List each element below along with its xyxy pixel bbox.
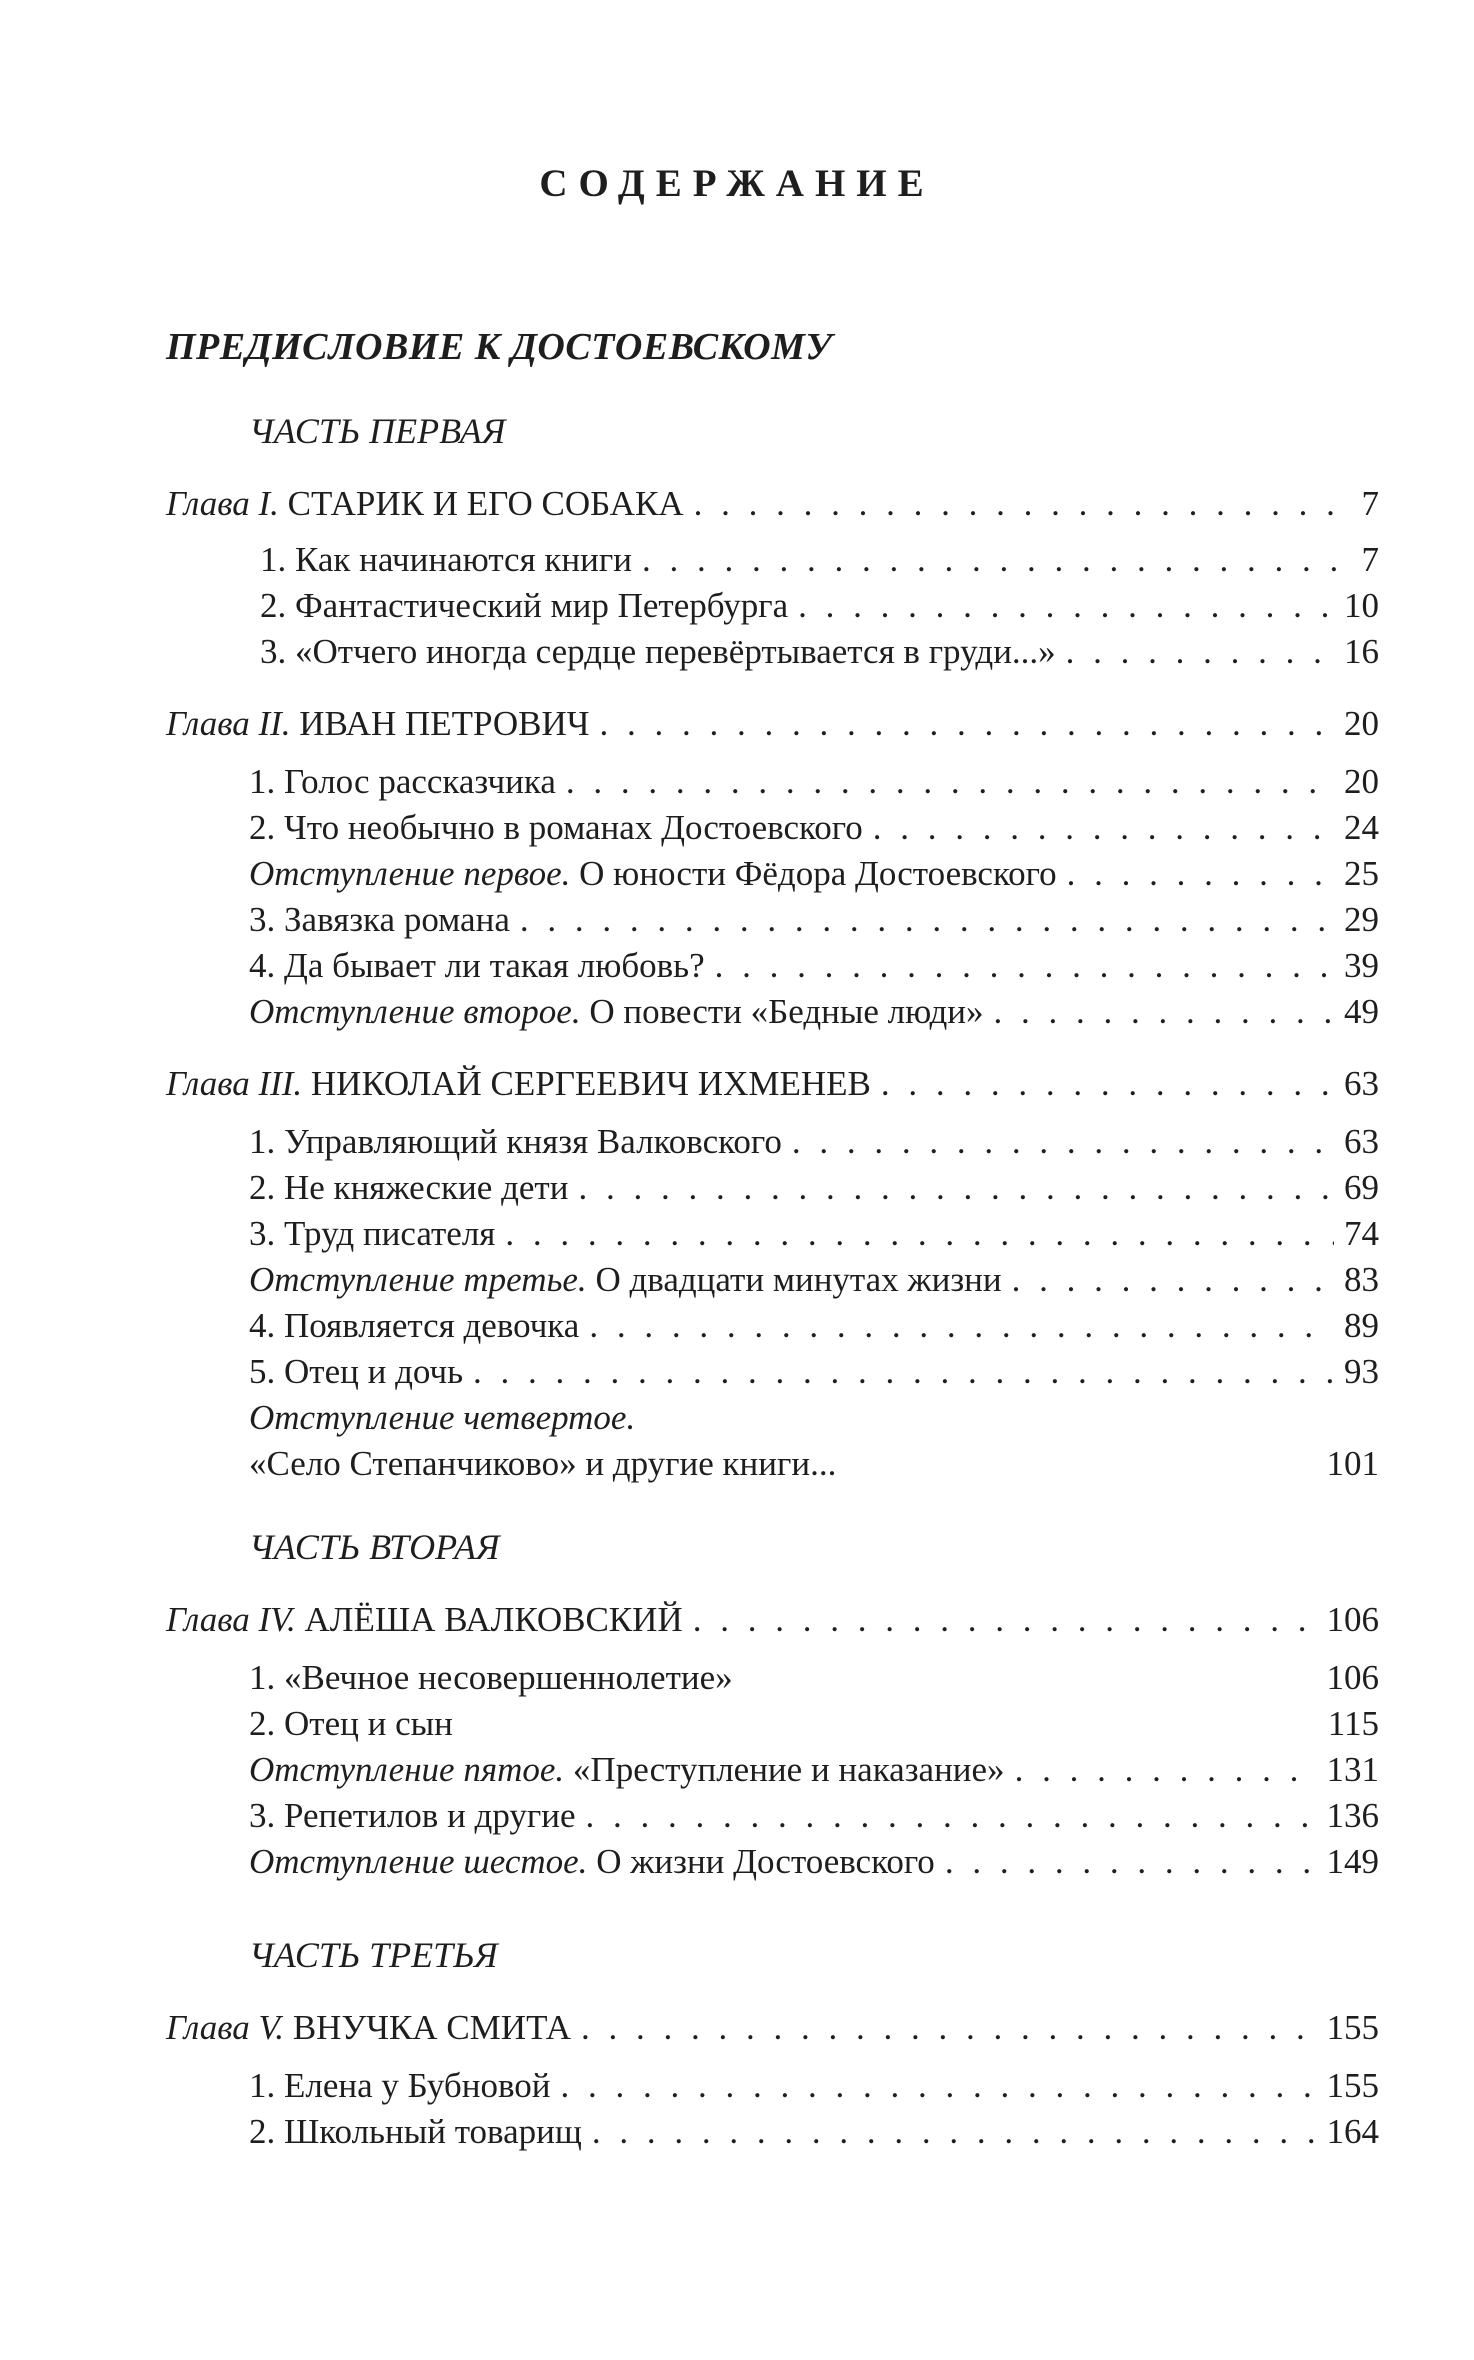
chapter-prefix: Глава III. — [166, 1064, 303, 1103]
dot-leader — [1012, 1258, 1334, 1302]
dot-leader — [693, 1598, 1317, 1642]
toc-section[interactable] — [249, 1702, 1379, 1746]
dot-leader — [600, 702, 1334, 746]
toc-section[interactable] — [260, 630, 1379, 674]
dot-leader — [520, 898, 1334, 942]
dot-leader — [945, 1840, 1317, 1884]
page-number: 20 — [1344, 762, 1379, 801]
toc-section[interactable] — [260, 538, 1379, 582]
section-title: 3. Репетилов и другие — [249, 1796, 576, 1835]
toc-chapter-2[interactable] — [166, 702, 1379, 746]
page-number: 69 — [1344, 1168, 1379, 1207]
dot-leader — [578, 1166, 1334, 1210]
chapter-title: НИКОЛАЙ СЕРГЕЕВИЧ ИХМЕНЕВ — [310, 1064, 871, 1103]
toc-digression[interactable] — [249, 990, 1379, 1034]
section-title: 4. Да бывает ли такая любовь? — [249, 946, 705, 985]
chapter-title: ИВАН ПЕТРОВИЧ — [299, 704, 590, 743]
page-number: 149 — [1326, 1842, 1379, 1881]
page-number: 164 — [1326, 2112, 1379, 2151]
chapter-title: ВНУЧКА СМИТА — [292, 2008, 571, 2047]
toc-section[interactable] — [249, 2110, 1379, 2154]
chapter-prefix: Глава II. — [166, 704, 291, 743]
page-number: 115 — [1327, 1704, 1379, 1743]
digression-title: О жизни Достоевского — [596, 1842, 935, 1881]
page-number: 106 — [1326, 1658, 1379, 1697]
dot-leader — [1066, 630, 1334, 674]
dot-leader — [566, 760, 1334, 804]
page-number: 25 — [1344, 854, 1379, 893]
section-title: 3. Завязка романа — [249, 900, 510, 939]
toc-section[interactable] — [249, 806, 1379, 850]
page-number: 16 — [1344, 632, 1379, 671]
dot-leader — [694, 482, 1352, 526]
chapter-prefix: Глава V. — [166, 2008, 285, 2047]
dot-leader — [1015, 1748, 1317, 1792]
page-number: 106 — [1326, 1600, 1379, 1639]
page-number: 49 — [1344, 992, 1379, 1031]
dot-leader — [581, 2006, 1317, 2050]
digression-title: О повести «Бедные люди» — [589, 992, 984, 1031]
page-number: 136 — [1326, 1796, 1379, 1835]
toc-digression[interactable] — [249, 1840, 1379, 1884]
toc-chapter-3[interactable] — [166, 1062, 1379, 1106]
toc-section[interactable] — [249, 760, 1379, 804]
chapter-title: АЛЁША ВАЛКОВСКИЙ — [304, 1600, 683, 1639]
section-title: 2. Школьный товарищ — [249, 2112, 582, 2151]
dot-leader — [586, 1794, 1317, 1838]
part-1-heading: ЧАСТЬ ПЕРВАЯ — [249, 411, 506, 451]
toc-chapter-5[interactable] — [166, 2006, 1379, 2050]
page-number: 63 — [1344, 1064, 1379, 1103]
toc-digression[interactable] — [249, 1748, 1379, 1792]
section-title: 2. Фантастический мир Петербурга — [260, 586, 789, 625]
digression-title: «Село Степанчиково» и другие книги... — [249, 1444, 837, 1483]
digression-title: О двадцати минутах жизни — [595, 1260, 1002, 1299]
toc-section[interactable] — [260, 584, 1379, 628]
page-number: 155 — [1326, 2008, 1379, 2047]
page-number: 10 — [1344, 586, 1379, 625]
toc-section[interactable] — [249, 1794, 1379, 1838]
dot-leader — [715, 944, 1334, 988]
dot-leader — [881, 1062, 1334, 1106]
dot-leader — [792, 1120, 1334, 1164]
toc-chapter-4[interactable] — [166, 1598, 1379, 1642]
toc-section[interactable] — [249, 1304, 1379, 1348]
section-title: 3. Труд писателя — [249, 1214, 496, 1253]
page-number: 74 — [1344, 1214, 1379, 1253]
toc-title: СОДЕРЖАНИЕ — [539, 162, 935, 205]
page-number: 7 — [1361, 540, 1379, 579]
digression-prefix: Отступление шестое. — [249, 1842, 588, 1881]
digression-prefix: Отступление пятое. — [249, 1750, 565, 1789]
toc-section[interactable] — [249, 1656, 1379, 1700]
digression-prefix: Отступление третье. — [249, 1260, 587, 1299]
dot-leader — [560, 2064, 1316, 2108]
chapter-prefix: Глава IV. — [166, 1600, 296, 1639]
section-title: 3. «Отчего иногда сердце перевёртывается в груди...» — [260, 632, 1056, 671]
chapter-prefix: Глава I. — [166, 484, 279, 523]
section-title: 4. Появляется девочка — [249, 1306, 580, 1345]
page-number: 39 — [1344, 946, 1379, 985]
toc-section[interactable] — [249, 898, 1379, 942]
dot-leader — [473, 1350, 1334, 1394]
toc-digression[interactable] — [249, 1442, 1379, 1486]
section-title: 2. Не княжеские дети — [249, 1168, 569, 1207]
section-title: 1. Елена у Бубновой — [249, 2066, 551, 2105]
section-title: 1. Как начинаются книги — [260, 540, 632, 579]
part-3-heading: ЧАСТЬ ТРЕТЬЯ — [249, 1935, 498, 1975]
toc-section[interactable] — [249, 2064, 1379, 2108]
digression-prefix: Отступление первое. — [249, 854, 571, 893]
dot-leader — [642, 538, 1352, 582]
page-number: 20 — [1344, 704, 1379, 743]
toc-digression[interactable] — [249, 852, 1379, 896]
toc-section[interactable] — [249, 1212, 1379, 1256]
page-number: 83 — [1344, 1260, 1379, 1299]
page-number: 155 — [1326, 2066, 1379, 2105]
page-number: 101 — [1326, 1444, 1379, 1483]
page-number: 7 — [1361, 484, 1379, 523]
dot-leader — [1067, 852, 1334, 896]
page-number: 63 — [1344, 1122, 1379, 1161]
toc-section[interactable] — [249, 1120, 1379, 1164]
section-title: 1. Голос рассказчика — [249, 762, 556, 801]
toc-chapter-1[interactable] — [166, 482, 1379, 526]
section-title: 1. Управляющий князя Валковского — [249, 1122, 782, 1161]
page-number: 29 — [1344, 900, 1379, 939]
page-number: 24 — [1344, 808, 1379, 847]
toc-digression[interactable] — [249, 1258, 1379, 1302]
section-title: 2. Что необычно в романах Достоевского — [249, 808, 863, 847]
digression-prefix: Отступление четвертое. — [249, 1398, 636, 1437]
part-2-heading: ЧАСТЬ ВТОРАЯ — [249, 1527, 500, 1567]
dot-leader — [798, 584, 1334, 628]
toc-section[interactable] — [249, 944, 1379, 988]
chapter-title: СТАРИК И ЕГО СОБАКА — [287, 484, 684, 523]
digression-title: О юности Фёдора Достоевского — [579, 854, 1057, 893]
page-number: 89 — [1344, 1306, 1379, 1345]
dot-leader — [994, 990, 1334, 1034]
section-title: 1. «Вечное несовершеннолетие» — [249, 1658, 733, 1697]
page-number: 131 — [1326, 1750, 1379, 1789]
book-heading: ПРЕДИСЛОВИЕ К ДОСТОЕВСКОМУ — [166, 326, 833, 368]
dot-leader — [505, 1212, 1334, 1256]
toc-digression-first-line[interactable] — [249, 1396, 635, 1440]
dot-leader — [589, 1304, 1334, 1348]
digression-title: «Преступление и наказание» — [572, 1750, 1005, 1789]
toc-section[interactable] — [249, 1166, 1379, 1210]
digression-prefix: Отступление второе. — [249, 992, 581, 1031]
toc-section[interactable] — [249, 1350, 1379, 1394]
page-number: 93 — [1344, 1352, 1379, 1391]
section-title: 5. Отец и дочь — [249, 1352, 464, 1391]
dot-leader — [592, 2110, 1317, 2154]
dot-leader — [873, 806, 1334, 850]
section-title: 2. Отец и сын — [249, 1704, 453, 1743]
